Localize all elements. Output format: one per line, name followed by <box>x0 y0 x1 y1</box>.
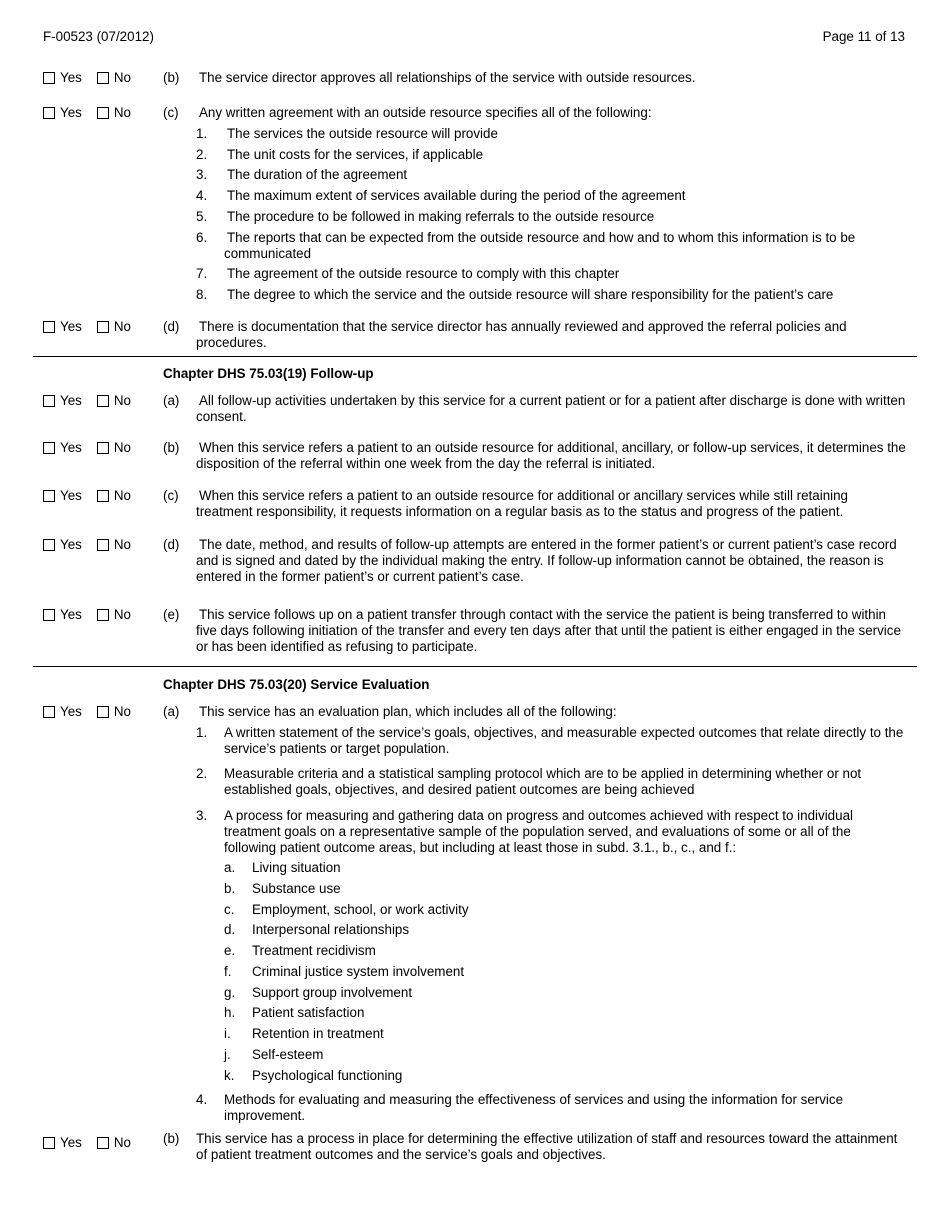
sublist-letter: g. <box>224 985 236 1000</box>
no-checkbox[interactable] <box>97 490 109 502</box>
no-checkbox[interactable] <box>97 1137 109 1149</box>
list-item: The procedure to be followed in making referrals to the outside resource <box>227 209 655 224</box>
list-number: 6. <box>196 230 208 245</box>
sublist-letter: j. <box>224 1047 231 1062</box>
section-title-service-evaluation: Chapter DHS 75.03(20) Service Evaluation <box>163 677 430 692</box>
form-id: F-00523 (07/2012) <box>43 29 154 44</box>
sublist-letter: i. <box>224 1026 231 1041</box>
no-checkbox[interactable] <box>97 442 109 454</box>
list-item: The agreement of the outside resource to comply with this chapter <box>227 266 620 281</box>
no-label: No <box>113 440 131 455</box>
sublist-letter: a. <box>224 860 236 875</box>
yes-label: Yes <box>60 607 82 622</box>
yes-checkbox[interactable] <box>43 1137 55 1149</box>
list-number: 1. <box>196 725 208 740</box>
list-item: The reports that can be expected from the outside resource and how and to whom this information is to be communicated <box>224 230 856 262</box>
yes-label: Yes <box>60 1135 82 1150</box>
item-letter: (b) <box>163 1131 180 1146</box>
sublist-letter: e. <box>224 943 236 958</box>
no-checkbox[interactable] <box>97 107 109 119</box>
sublist-letter: k. <box>224 1068 235 1083</box>
yes-label: Yes <box>60 393 82 408</box>
item-letter: (b) <box>163 70 180 85</box>
sublist-item: Criminal justice system involvement <box>252 964 465 979</box>
sublist-letter: b. <box>224 881 236 896</box>
sublist-item: Support group involvement <box>252 985 413 1000</box>
list-item: The unit costs for the services, if applicable <box>227 147 484 162</box>
section-divider <box>33 666 917 667</box>
no-checkbox[interactable] <box>97 539 109 551</box>
item-text: Any written agreement with an outside resource specifies all of the following: <box>199 105 652 120</box>
yes-label: Yes <box>60 70 82 85</box>
no-checkbox[interactable] <box>97 706 109 718</box>
no-checkbox[interactable] <box>97 609 109 621</box>
item-letter: (d) <box>163 319 180 334</box>
no-label: No <box>113 1135 131 1150</box>
item-letter: (a) <box>163 393 180 408</box>
yes-label: Yes <box>60 704 82 719</box>
no-label: No <box>113 319 131 334</box>
no-label: No <box>113 704 131 719</box>
sublist-item: Interpersonal relationships <box>252 922 410 937</box>
list-number: 3. <box>196 167 208 182</box>
item-letter: (d) <box>163 537 180 552</box>
yes-checkbox[interactable] <box>43 321 55 333</box>
list-number: 4. <box>196 188 208 203</box>
yes-label: Yes <box>60 440 82 455</box>
list-item: Methods for evaluating and measuring the effectiveness of services and using the information for service improvement. <box>224 1092 844 1124</box>
list-item: The duration of the agreement <box>227 167 408 182</box>
section-divider <box>33 356 917 357</box>
yes-checkbox[interactable] <box>43 490 55 502</box>
sublist-letter: h. <box>224 1005 236 1020</box>
sublist-item: Treatment recidivism <box>252 943 376 958</box>
item-letter: (e) <box>163 607 180 622</box>
sublist-item: Employment, school, or work activity <box>252 902 469 917</box>
list-item: A written statement of the service’s goals, objectives, and measurable expected outcomes that relate directly to the service’s patients or target population. <box>224 725 904 757</box>
list-item: The maximum extent of services available during the period of the agreement <box>227 188 686 203</box>
no-checkbox[interactable] <box>97 72 109 84</box>
item-letter: (c) <box>163 488 179 503</box>
yes-checkbox[interactable] <box>43 107 55 119</box>
yes-label: Yes <box>60 319 82 334</box>
item-text: The date, method, and results of follow-up attempts are entered in the former patient’s or current patient’s case record and is signed and dated by the individual making the entry. If follow-up information cannot be obtained, the reason is entered in the former patient’s or current patient’s case. <box>196 537 897 585</box>
yes-checkbox[interactable] <box>43 539 55 551</box>
list-number: 5. <box>196 209 208 224</box>
list-number: 8. <box>196 287 208 302</box>
no-label: No <box>113 70 131 85</box>
item-letter: (c) <box>163 105 179 120</box>
item-letter: (a) <box>163 704 180 719</box>
page-number: Page 11 of 13 <box>822 29 905 44</box>
sublist-letter: d. <box>224 922 236 937</box>
list-number: 2. <box>196 147 208 162</box>
section-title-follow-up: Chapter DHS 75.03(19) Follow-up <box>163 366 374 381</box>
yes-label: Yes <box>60 537 82 552</box>
list-item: The services the outside resource will provide <box>227 126 498 141</box>
yes-checkbox[interactable] <box>43 72 55 84</box>
yes-label: Yes <box>60 105 82 120</box>
item-text: The service director approves all relationships of the service with outside resources. <box>199 70 696 85</box>
item-text: There is documentation that the service director has annually reviewed and approved the referral policies and procedures. <box>196 319 847 351</box>
sublist-letter: f. <box>224 964 232 979</box>
list-number: 2. <box>196 766 208 781</box>
sublist-item: Psychological functioning <box>252 1068 403 1083</box>
yes-label: Yes <box>60 488 82 503</box>
item-letter: (b) <box>163 440 180 455</box>
item-text: When this service refers a patient to an outside resource for additional, ancillary, or follow-up services, it determines the disposition of the referral within one week from the day the referral is initiated. <box>196 440 906 472</box>
no-label: No <box>113 105 131 120</box>
list-item: A process for measuring and gathering data on progress and outcomes achieved with respect to individual treatment goals on a representative sample of the population served, and evaluations of some or all of the following patient outcome areas, but including at least those in subd. 3.1., b., c., and f.: <box>224 808 853 856</box>
sublist-item: Substance use <box>252 881 341 896</box>
no-checkbox[interactable] <box>97 321 109 333</box>
no-label: No <box>113 393 131 408</box>
item-text: This service has an evaluation plan, which includes all of the following: <box>199 704 617 719</box>
sublist-item: Retention in treatment <box>252 1026 384 1041</box>
item-text: All follow-up activities undertaken by this service for a current patient or for a patient after discharge is done with written consent. <box>196 393 906 425</box>
yes-checkbox[interactable] <box>43 442 55 454</box>
yes-checkbox[interactable] <box>43 706 55 718</box>
list-number: 4. <box>196 1092 208 1107</box>
item-text: This service has a process in place for determining the effective utilization of staff and resources toward the attainment of patient treatment outcomes and the service’s goals and objectives. <box>196 1131 898 1163</box>
sublist-item: Living situation <box>252 860 341 875</box>
list-item: Measurable criteria and a statistical sampling protocol which are to be applied in determining whether or not established goals, objectives, and desired patient outcomes are being achieved <box>224 766 862 798</box>
list-number: 7. <box>196 266 208 281</box>
list-number: 3. <box>196 808 208 823</box>
no-label: No <box>113 607 131 622</box>
sublist-item: Patient satisfaction <box>252 1005 365 1020</box>
sublist-item: Self-esteem <box>252 1047 324 1062</box>
no-label: No <box>113 488 131 503</box>
no-label: No <box>113 537 131 552</box>
list-number: 1. <box>196 126 208 141</box>
item-text: When this service refers a patient to an outside resource for additional or ancillary services while still retaining treatment responsibility, it requests information on a regular basis as to the status and progress of the patient. <box>196 488 849 520</box>
sublist-letter: c. <box>224 902 235 917</box>
item-text: This service follows up on a patient transfer through contact with the service the patient is being transferred to within five days following initiation of the transfer and every ten days after that until the patient is either engaged in the service or has been identified as refusing to participate. <box>196 607 901 655</box>
list-item: The degree to which the service and the outside resource will share responsibility for the patient’s care <box>227 287 834 302</box>
no-checkbox[interactable] <box>97 395 109 407</box>
yes-checkbox[interactable] <box>43 609 55 621</box>
yes-checkbox[interactable] <box>43 395 55 407</box>
